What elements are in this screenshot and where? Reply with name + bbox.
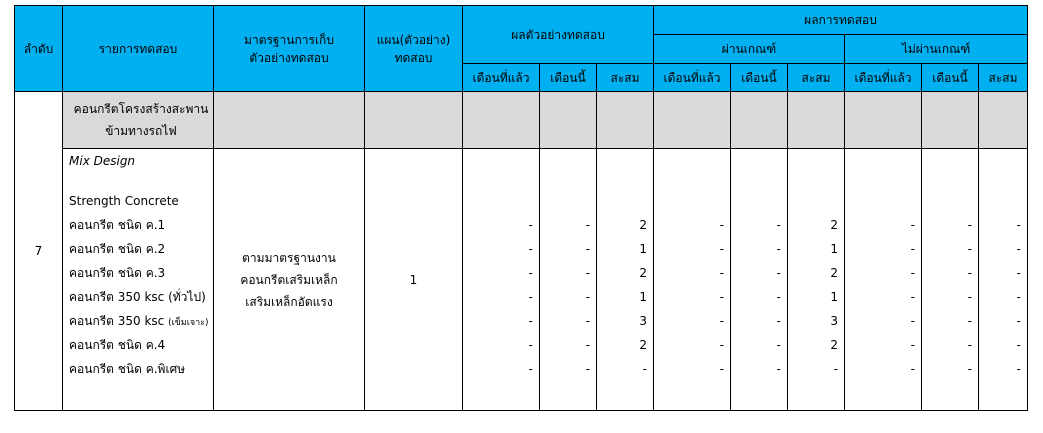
standard-line3: เสริมเหล็กอัดแรง: [245, 294, 333, 309]
value-column-s-last: [463, 149, 540, 411]
value-cell: -: [910, 218, 916, 232]
header-pass-this-month: เดือนนี้: [731, 64, 788, 92]
value-cell: -: [585, 290, 590, 304]
value-cell: -: [910, 290, 916, 304]
header-plan-line2: ทดสอบ: [394, 50, 433, 65]
value-cell: -: [833, 362, 839, 376]
value-cell: -: [776, 338, 782, 352]
value-cell: -: [1016, 314, 1022, 328]
value-cell: 1: [639, 290, 648, 304]
value-cell: 2: [639, 218, 648, 232]
value-cell: -: [719, 242, 725, 256]
value-cell: 3: [639, 314, 648, 328]
standard-line2: คอนกรีตเสริมเหล็ก: [240, 272, 338, 287]
value-cell: 1: [830, 290, 839, 304]
header-sampling-standard-line2: ตัวอย่างทดสอบ: [249, 50, 329, 65]
header-plan: [365, 6, 463, 92]
value-column-p-cum: [788, 149, 845, 411]
list-item: คอนกรีต ชนิด ค.3: [69, 266, 166, 280]
value-cell: -: [585, 338, 590, 352]
header-sample-cumulative: สะสม: [597, 64, 654, 92]
value-cell: -: [719, 362, 725, 376]
spacer: [845, 149, 915, 213]
list-item-note: (เข็มเจาะ): [168, 318, 209, 328]
header-sample-this-month: เดือนนี้: [540, 64, 597, 92]
value-cell: 1: [830, 242, 839, 256]
header-fail-this-month: เดือนนี้: [922, 64, 979, 92]
spacer: [597, 149, 647, 213]
value-cell: -: [719, 314, 725, 328]
value-cell: -: [1016, 362, 1022, 376]
value-cell: -: [528, 218, 533, 232]
group-title: [63, 92, 214, 149]
gray-cell: [214, 92, 365, 149]
spacer: [788, 149, 838, 213]
gray-cell: [788, 92, 845, 149]
header-pass: ผ่านเกณฑ์: [654, 35, 845, 64]
spacer: [654, 149, 724, 213]
value-cell: -: [1016, 290, 1022, 304]
value-column-p-this: [731, 149, 788, 411]
value-cell: -: [776, 218, 782, 232]
header-fail-cumulative: สะสม: [979, 64, 1028, 92]
header-plan-line1: แผน(ตัวอย่าง): [376, 32, 451, 47]
spacer: [922, 149, 972, 213]
list-item: คอนกรีต ชนิด ค.2: [69, 242, 166, 256]
header-pass-last-month: เดือนที่แล้ว: [654, 64, 731, 92]
group-title-line1: คอนกรีตโครงสร้างสะพาน: [73, 102, 209, 116]
value-cell: -: [967, 314, 973, 328]
gray-cell: [463, 92, 540, 149]
value-column-f-cum: [979, 149, 1028, 411]
value-cell: -: [585, 362, 590, 376]
gray-cell: [597, 92, 654, 149]
gray-cell: [654, 92, 731, 149]
value-cell: -: [967, 242, 973, 256]
value-cell: 2: [830, 266, 839, 280]
gray-cell: [731, 92, 788, 149]
row-seq: 7: [15, 92, 63, 411]
value-cell: -: [528, 362, 533, 376]
value-cell: -: [585, 242, 590, 256]
mix-design-label: Mix Design: [69, 154, 136, 168]
value-cell: -: [967, 362, 973, 376]
header-sample-result: ผลตัวอย่างทดสอบ: [463, 6, 654, 64]
value-cell: -: [910, 266, 916, 280]
value-column-f-this: [922, 149, 979, 411]
value-cell: -: [585, 314, 590, 328]
test-results-table: [14, 5, 1028, 411]
value-cell: -: [1016, 266, 1022, 280]
value-cell: 1: [639, 242, 648, 256]
value-cell: -: [776, 314, 782, 328]
value-cell: 2: [639, 266, 648, 280]
list-item: คอนกรีต ชนิด ค.พิเศษ: [69, 362, 186, 376]
value-cell: -: [719, 338, 725, 352]
header-fail-last-month: เดือนที่แล้ว: [845, 64, 922, 92]
value-column-f-last: [845, 149, 922, 411]
test-item-list: [63, 149, 214, 411]
header-seq: ลำดับ: [15, 6, 63, 92]
value-cell: -: [528, 242, 533, 256]
list-item: คอนกรีต 350 ksc (ทั่วไป): [69, 290, 206, 304]
strength-label: Strength Concrete: [69, 194, 179, 208]
list-item: คอนกรีต ชนิด ค.1: [69, 218, 166, 232]
list-item-name: คอนกรีต 350 ksc: [69, 314, 169, 328]
header-sampling-standard-line1: มาตรฐานการเก็บ: [244, 32, 334, 47]
spacer: [69, 177, 213, 189]
value-cell: -: [719, 266, 725, 280]
value-cell: -: [910, 242, 916, 256]
value-cell: -: [776, 266, 782, 280]
value-cell: -: [776, 290, 782, 304]
header-sample-last-month: เดือนที่แล้ว: [463, 64, 540, 92]
spacer: [463, 149, 533, 213]
gray-cell: [540, 92, 597, 149]
value-cell: -: [528, 266, 533, 280]
value-cell: -: [967, 218, 973, 232]
value-cell: -: [585, 266, 590, 280]
value-cell: -: [528, 338, 533, 352]
value-cell: 2: [639, 338, 648, 352]
spacer: [540, 149, 590, 213]
header-sampling-standard: [214, 6, 365, 92]
list-item: คอนกรีต ชนิด ค.4: [69, 338, 166, 352]
value-cell: 2: [830, 218, 839, 232]
header-fail: ไม่ผ่านเกณฑ์: [845, 35, 1028, 64]
sampling-standard-cell: [214, 149, 365, 411]
value-cell: -: [1016, 338, 1022, 352]
list-item: [69, 309, 213, 333]
value-cell: -: [528, 290, 533, 304]
value-cell: -: [967, 266, 973, 280]
spacer: [979, 149, 1021, 213]
value-column-s-cum: [597, 149, 654, 411]
value-column-p-last: [654, 149, 731, 411]
spacer: [731, 149, 781, 213]
value-cell: -: [910, 362, 916, 376]
gray-cell: [365, 92, 463, 149]
value-cell: -: [719, 218, 725, 232]
value-cell: -: [642, 362, 648, 376]
value-cell: -: [528, 314, 533, 328]
header-test-result: ผลการทดสอบ: [654, 6, 1028, 35]
value-cell: -: [776, 362, 782, 376]
value-cell: 3: [830, 314, 839, 328]
gray-cell: [845, 92, 922, 149]
value-cell: -: [719, 290, 725, 304]
value-cell: -: [776, 242, 782, 256]
value-cell: -: [967, 290, 973, 304]
header-test-item: รายการทดสอบ: [63, 6, 214, 92]
standard-line1: ตามมาตรฐานงาน: [242, 250, 336, 265]
value-cell: -: [967, 338, 973, 352]
value-column-s-this: [540, 149, 597, 411]
gray-cell: [979, 92, 1028, 149]
value-cell: -: [1016, 218, 1022, 232]
header-pass-cumulative: สะสม: [788, 64, 845, 92]
group-title-line2: ข้ามทางรถไฟ: [105, 124, 177, 138]
value-cell: -: [910, 314, 916, 328]
value-cell: 2: [830, 338, 839, 352]
value-cell: -: [1016, 242, 1022, 256]
value-cell: -: [910, 338, 916, 352]
value-cell: -: [585, 218, 590, 232]
plan-cell: 1: [365, 149, 463, 411]
gray-cell: [922, 92, 979, 149]
